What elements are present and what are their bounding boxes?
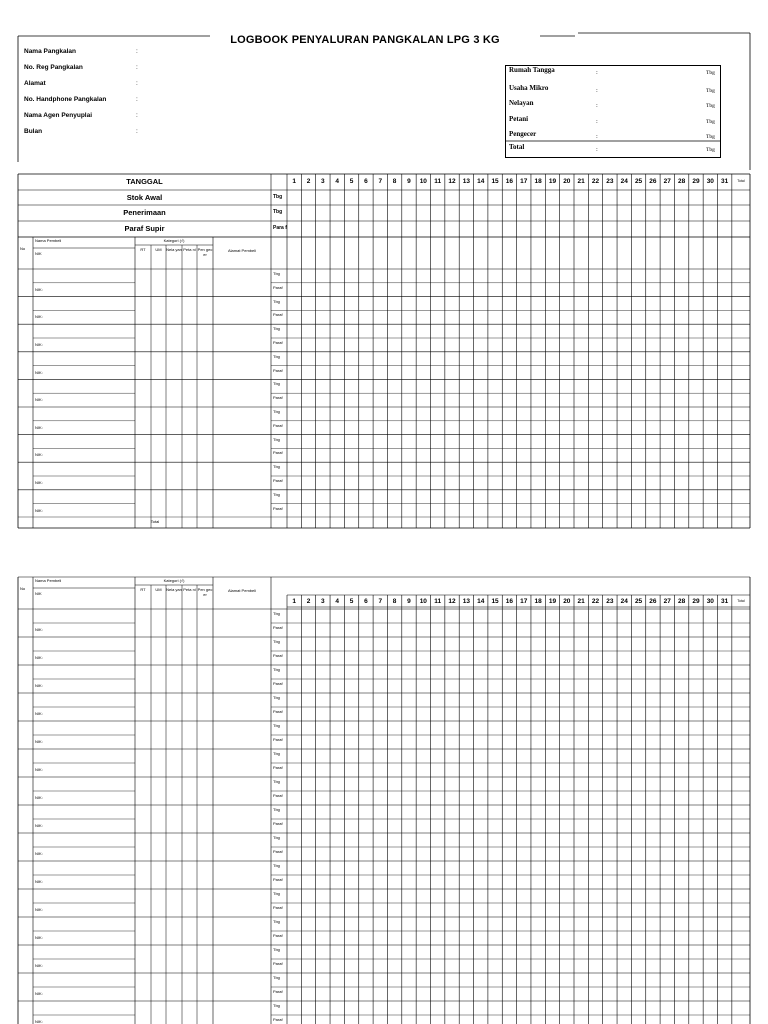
buyer-header-cat-4: Pen gec er: [197, 587, 213, 597]
day-number-24: 24: [620, 178, 628, 185]
tbg-label-s2-1: Tbg: [273, 639, 280, 644]
day-number-28: 28: [677, 178, 686, 185]
info-colon-0: :: [136, 48, 138, 55]
nik-label-s1-4: NIK:: [35, 397, 43, 403]
s2-day-number-7: 7: [378, 598, 383, 605]
paraf-label-s1-6: Paraf: [273, 450, 283, 456]
day-number-13: 13: [462, 178, 470, 185]
s2-day-number-13: 13: [462, 598, 470, 605]
day-number-18: 18: [534, 178, 542, 185]
buyer-header-cat-2: Nela yan: [166, 587, 182, 592]
buyer-header-nama: Nama Pembeli: [35, 578, 62, 583]
s2-day-number-11: 11: [434, 598, 442, 605]
category-4-colon: :: [596, 133, 598, 140]
nik-label-s1-5: NIK:: [35, 424, 43, 430]
buyer-header-nik: NIK: [35, 251, 42, 256]
s2-day-number-28: 28: [677, 598, 686, 605]
category-3-colon: :: [596, 118, 598, 125]
paraf-label-s2-1: Paraf: [273, 653, 283, 658]
day-number-10: 10: [419, 178, 427, 185]
s2-day-number-8: 8: [392, 598, 397, 605]
nik-label-s2-0: NIK:: [35, 627, 43, 632]
s2-day-number-23: 23: [606, 598, 614, 605]
day-number-25: 25: [634, 178, 643, 185]
tbg-label-s2-2: Tbg: [273, 667, 280, 672]
tbg-label-s2-14: Tbg: [273, 1003, 280, 1008]
s2-day-number-3: 3: [321, 598, 325, 605]
category-5-colon: :: [596, 146, 598, 153]
s2-day-number-19: 19: [548, 598, 557, 605]
category-1-label: Usaha Mikro: [509, 84, 549, 92]
day-number-15: 15: [491, 178, 499, 185]
day-number-20: 20: [563, 178, 571, 185]
day-number-27: 27: [663, 178, 671, 185]
day-number-7: 7: [378, 178, 383, 185]
tbg-label-s2-8: Tbg: [273, 835, 280, 840]
day-number-16: 16: [505, 178, 514, 185]
day-number-4: 4: [335, 178, 340, 185]
tbg-label-s2-11: Tbg: [273, 919, 280, 924]
buyer-header-alamat: Alamat Pembeli: [227, 248, 256, 253]
tbg-label-s1-7: Tbg: [273, 464, 280, 470]
day-number-1: 1: [292, 178, 296, 185]
paraf-label-s1-5: Paraf: [273, 422, 283, 428]
info-label-3: No. Handphone Pangkalan: [24, 96, 107, 103]
day-number-19: 19: [548, 178, 557, 185]
nik-label-s2-13: NIK:: [35, 991, 43, 996]
day-number-22: 22: [591, 178, 600, 185]
tbg-label-s2-4: Tbg: [273, 723, 280, 728]
day-number-3: 3: [321, 178, 325, 185]
nik-label-s1-0: NIK:: [35, 286, 43, 292]
buyer-header-kategori: Kategori (√): [163, 578, 185, 583]
paraf-label-s2-10: Paraf: [273, 905, 283, 910]
paraf-label-s1-2: Paraf: [273, 340, 283, 345]
day-number-8: 8: [392, 178, 397, 185]
buyer-header-nama: Nama Pembeli: [35, 238, 62, 243]
paraf-label-s1-4: Paraf: [273, 395, 283, 401]
info-colon-2: :: [136, 80, 138, 87]
day-number-30: 30: [706, 178, 714, 185]
paraf-label-s1-0: Paraf: [273, 284, 283, 290]
buyer-header-cat-0: RT: [140, 247, 146, 252]
day-number-29: 29: [692, 178, 700, 185]
day-number-23: 23: [606, 178, 614, 185]
nik-label-s1-3: NIK:: [35, 369, 43, 375]
nik-label-s1-6: NIK:: [35, 452, 43, 458]
s2-day-number-21: 21: [577, 598, 585, 605]
s2-day-number-10: 10: [419, 598, 427, 605]
info-colon-3: :: [136, 96, 138, 103]
tbg-label-s1-6: Tbg: [273, 436, 280, 442]
nik-label-s2-8: NIK:: [35, 851, 43, 856]
tbg-label-s2-12: Tbg: [273, 947, 280, 952]
nik-label-s2-12: NIK:: [35, 963, 43, 968]
paraf-label-s2-7: Paraf: [273, 821, 283, 826]
s2-day-number-31: 31: [721, 598, 729, 605]
s2-day-number-14: 14: [477, 598, 485, 605]
category-1-colon: :: [596, 87, 598, 94]
buyer-header-cat-3: Peta ni: [183, 247, 196, 252]
s2-day-number-6: 6: [364, 598, 368, 605]
summary-label-2: Penerimaan: [123, 208, 166, 217]
buyer-header-cat-1: UM: [155, 587, 162, 592]
summary-unit-3: Para f: [273, 225, 287, 231]
category-0-colon: :: [596, 69, 598, 76]
day-number-31: 31: [721, 178, 729, 185]
day-number-14: 14: [477, 178, 485, 185]
buyer-header-no: No: [20, 586, 26, 591]
buyer-header-alamat: Alamat Pembeli: [227, 588, 256, 593]
summary-label-3: Paraf Supir: [124, 224, 165, 233]
s2-day-number-22: 22: [591, 598, 600, 605]
category-4-unit: Tbg: [706, 134, 715, 140]
tbg-label-s2-6: Tbg: [273, 779, 280, 784]
day-number-11: 11: [434, 178, 442, 185]
s2-day-number-4: 4: [335, 598, 340, 605]
s2-day-number-9: 9: [407, 598, 411, 605]
s2-day-number-17: 17: [520, 598, 528, 605]
nik-label-s2-6: NIK:: [35, 795, 43, 800]
buyer-header-cat-1: UM: [155, 247, 162, 252]
category-3-label: Petani: [509, 115, 529, 123]
info-label-5: Bulan: [24, 128, 43, 135]
s2-day-number-29: 29: [692, 598, 700, 605]
summary-unit-1: Tbg: [273, 194, 283, 200]
summary-label-0: TANGGAL: [126, 177, 163, 186]
info-colon-5: :: [136, 128, 138, 135]
nik-label-s2-7: NIK:: [35, 823, 43, 828]
day-number-5: 5: [349, 178, 354, 185]
s2-day-number-15: 15: [491, 598, 499, 605]
paraf-label-s2-11: Paraf: [273, 933, 283, 938]
paraf-label-s2-14: Paraf: [273, 1017, 283, 1022]
paraf-label-s2-0: Paraf: [273, 625, 283, 630]
section1-total-label: Total: [150, 519, 160, 524]
s2-day-number-5: 5: [349, 598, 354, 605]
paraf-label-s1-8: Paraf: [273, 505, 283, 511]
paraf-label-s1-1: Paraf: [273, 312, 283, 318]
s2-total-column-label: Total: [737, 599, 745, 603]
tbg-label-s2-13: Tbg: [273, 975, 280, 980]
nik-label-s2-4: NIK:: [35, 739, 43, 744]
day-number-17: 17: [520, 178, 528, 185]
buyer-header-cat-4: Pen gec er: [197, 247, 213, 257]
info-label-2: Alamat: [24, 80, 46, 87]
tbg-label-s1-8: Tbg: [273, 491, 280, 497]
s2-day-number-20: 20: [563, 598, 571, 605]
day-number-2: 2: [306, 178, 311, 185]
s2-day-number-25: 25: [634, 598, 643, 605]
buyer-header-cat-3: Peta ni: [183, 587, 196, 592]
info-label-1: No. Reg Pangkalan: [24, 64, 83, 71]
buyer-header-cat-2: Nela yan: [166, 247, 182, 252]
s2-day-number-27: 27: [663, 598, 671, 605]
tbg-label-s1-3: Tbg: [273, 353, 280, 359]
s2-day-number-12: 12: [448, 598, 456, 605]
day-number-6: 6: [364, 178, 368, 185]
s2-day-number-1: 1: [292, 598, 296, 605]
nik-label-s2-9: NIK:: [35, 879, 43, 884]
paraf-label-s2-8: Paraf: [273, 849, 283, 854]
paraf-label-s2-3: Paraf: [273, 709, 283, 714]
nik-label-s2-5: NIK:: [35, 767, 43, 772]
buyer-header-no: No: [20, 246, 26, 251]
tbg-label-s2-0: Tbg: [273, 611, 280, 616]
nik-label-s2-3: NIK:: [35, 711, 43, 716]
page-title: LOGBOOK PENYALURAN PANGKALAN LPG 3 KG: [230, 34, 500, 46]
category-2-unit: Tbg: [706, 103, 715, 109]
tbg-label-s1-4: Tbg: [273, 381, 280, 387]
nik-label-s2-2: NIK:: [35, 683, 43, 688]
total-column-label: Total: [737, 179, 745, 183]
paraf-label-s2-9: Paraf: [273, 877, 283, 882]
nik-label-s1-1: NIK:: [35, 314, 43, 320]
s2-day-number-2: 2: [306, 598, 311, 605]
category-1-unit: Tbg: [706, 88, 715, 94]
info-label-4: Nama Agen Penyuplai: [24, 112, 93, 119]
tbg-label-s2-9: Tbg: [273, 863, 280, 868]
tbg-label-s2-10: Tbg: [273, 891, 280, 896]
buyer-header-kategori: Kategori (√): [163, 238, 185, 243]
day-number-9: 9: [407, 178, 411, 185]
s2-day-number-16: 16: [505, 598, 514, 605]
buyer-header-nik: NIK: [35, 591, 42, 596]
paraf-label-s2-6: Paraf: [273, 793, 283, 798]
nik-label-s2-10: NIK:: [35, 907, 43, 912]
category-3-unit: Tbg: [706, 119, 715, 125]
paraf-label-s2-2: Paraf: [273, 681, 283, 686]
s2-day-number-24: 24: [620, 598, 628, 605]
category-5-label: Total: [509, 143, 525, 151]
category-2-label: Nelayan: [509, 99, 534, 107]
day-number-26: 26: [649, 178, 657, 185]
summary-unit-2: Tbg: [273, 209, 283, 215]
tbg-label-s1-0: Tbg: [273, 271, 280, 276]
s2-day-number-18: 18: [534, 598, 542, 605]
s2-day-number-26: 26: [649, 598, 657, 605]
info-label-0: Nama Pangkalan: [24, 48, 77, 55]
category-0-unit: Tbg: [706, 70, 715, 76]
nik-label-s2-14: NIK:: [35, 1019, 43, 1024]
tbg-label-s2-3: Tbg: [273, 695, 280, 700]
day-number-21: 21: [577, 178, 585, 185]
nik-label-s1-7: NIK:: [35, 480, 43, 485]
paraf-label-s2-13: Paraf: [273, 989, 283, 994]
paraf-label-s2-12: Paraf: [273, 961, 283, 966]
info-colon-4: :: [136, 112, 138, 119]
day-number-12: 12: [448, 178, 456, 185]
paraf-label-s1-7: Paraf: [273, 478, 283, 483]
buyer-header-cat-0: RT: [140, 587, 146, 592]
category-5-unit: Tbg: [706, 147, 715, 153]
summary-label-1: Stok Awal: [126, 193, 163, 202]
nik-label-s2-1: NIK:: [35, 655, 43, 660]
nik-label-s1-8: NIK:: [35, 507, 43, 513]
paraf-label-s2-5: Paraf: [273, 765, 283, 770]
category-0-label: Rumah Tangga: [509, 66, 555, 74]
tbg-label-s2-5: Tbg: [273, 751, 280, 756]
category-4-label: Pengecer: [509, 130, 537, 138]
nik-label-s2-11: NIK:: [35, 935, 43, 940]
s2-day-number-30: 30: [706, 598, 714, 605]
tbg-label-s1-1: Tbg: [273, 298, 280, 304]
tbg-label-s2-7: Tbg: [273, 807, 280, 812]
category-2-colon: :: [596, 102, 598, 109]
tbg-label-s1-2: Tbg: [273, 326, 280, 332]
info-colon-1: :: [136, 64, 138, 71]
paraf-label-s2-4: Paraf: [273, 737, 283, 742]
nik-label-s1-2: NIK:: [35, 342, 43, 347]
paraf-label-s1-3: Paraf: [273, 367, 283, 373]
tbg-label-s1-5: Tbg: [273, 409, 280, 414]
